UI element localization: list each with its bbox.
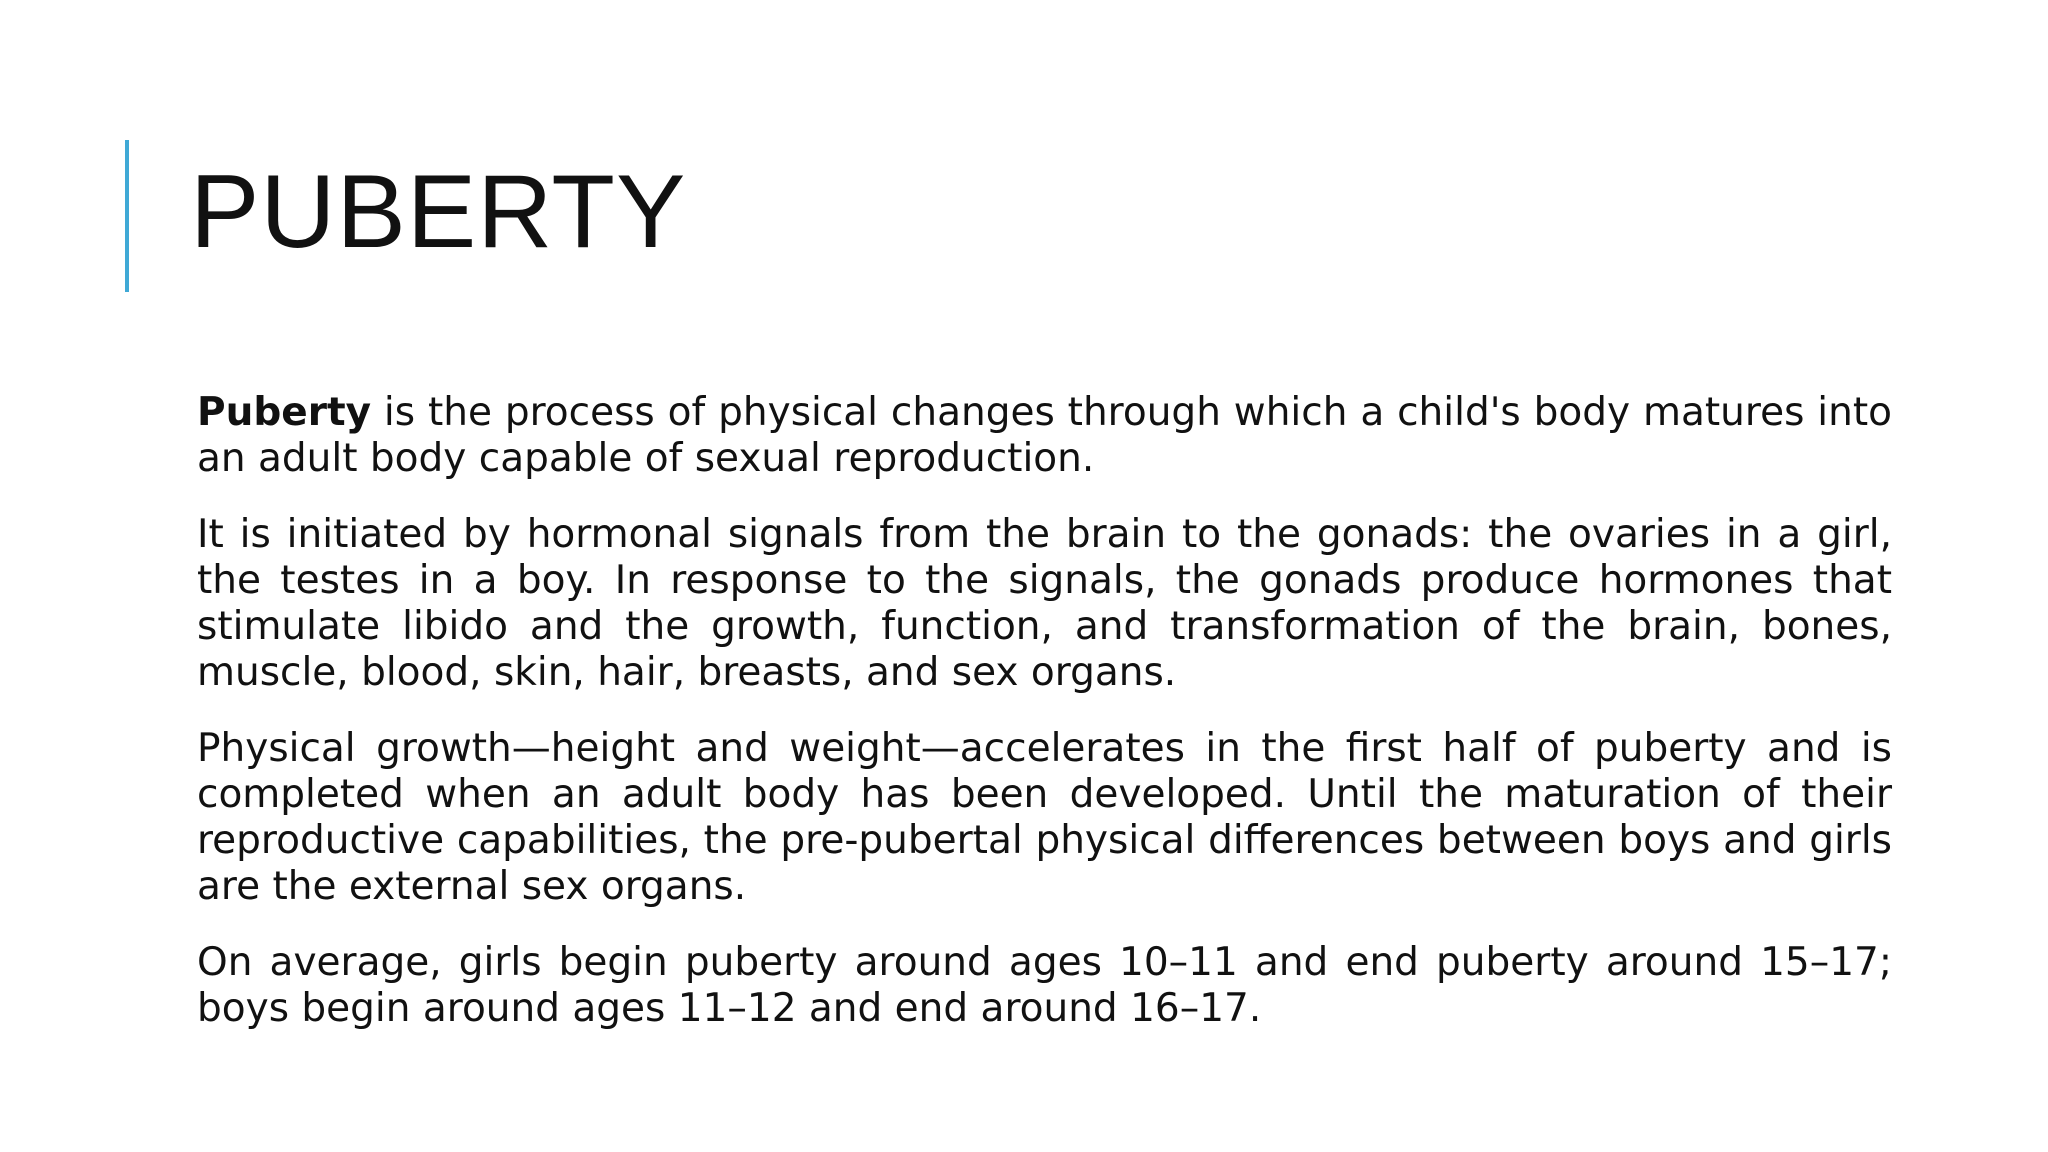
paragraph-definition xyxy=(197,390,1892,482)
paragraph-physical-growth xyxy=(197,726,1892,910)
paragraph-text: Physical growth—height and weight—accelerates in the first half of puberty and is completed when an adult body has been developed. Until the maturation of their reproductive capabilities, the pre-pubertal physical differences between boys and girls are the external sex organs. xyxy=(197,726,1892,909)
paragraph-average-ages xyxy=(197,940,1892,1032)
paragraph-text: is the process of physical changes through which a child's body matures into an adult body capable of sexual reproduction. xyxy=(197,390,1892,481)
slide-title: PUBERTY xyxy=(190,154,687,270)
slide-body xyxy=(197,390,1892,1062)
paragraph-hormonal-signals xyxy=(197,512,1892,696)
bold-term-puberty: Puberty xyxy=(197,390,372,435)
paragraph-text: On average, girls begin puberty around ages 10–11 and end puberty around 15–17; boys begin around ages 11–12 and end around 16–17. xyxy=(197,940,1892,1031)
paragraph-text: It is initiated by hormonal signals from the brain to the gonads: the ovaries in a girl, the testes in a boy. In response to the signals, the gonads produce hormones that stimulate libido and the growth, function, and transformation of the brain, bones, muscle, blood, skin, hair, breasts, and sex organs. xyxy=(197,512,1892,695)
title-accent-bar xyxy=(125,140,129,292)
